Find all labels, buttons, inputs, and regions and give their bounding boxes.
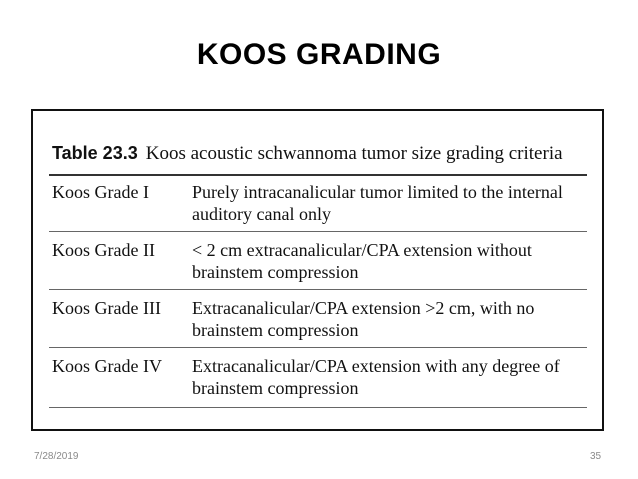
footer-page-number: 35 — [590, 451, 602, 462]
row-divider — [49, 347, 587, 348]
table-caption-text: Koos acoustic schwannoma tumor size grading criteria — [145, 143, 563, 164]
grade-description: < 2 cm extracanalicular/CPA extension without brainstem compression — [192, 240, 532, 282]
grading-table — [31, 109, 604, 431]
table-bottom-rule — [49, 407, 587, 408]
grade-description: Extracanalicular/CPA extension with any degree of brainstem compression — [192, 356, 560, 398]
footer-date: 7/28/2019 — [34, 451, 79, 462]
grade-name: Koos Grade I — [52, 182, 149, 202]
table-top-rule — [49, 174, 587, 176]
row-divider — [49, 231, 587, 232]
grade-description: Extracanalicular/CPA extension >2 cm, with no brainstem compression — [192, 298, 535, 340]
row-divider — [49, 289, 587, 290]
grade-name: Koos Grade III — [52, 298, 161, 318]
slide-title: KOOS GRADING — [196, 38, 442, 71]
grade-name: Koos Grade IV — [52, 356, 162, 376]
grade-name: Koos Grade II — [52, 240, 155, 260]
grade-description: Purely intracanalicular tumor limited to the internal auditory canal only — [192, 182, 563, 224]
table-caption-label: Table 23.3 — [52, 143, 138, 163]
table-caption — [52, 143, 563, 165]
